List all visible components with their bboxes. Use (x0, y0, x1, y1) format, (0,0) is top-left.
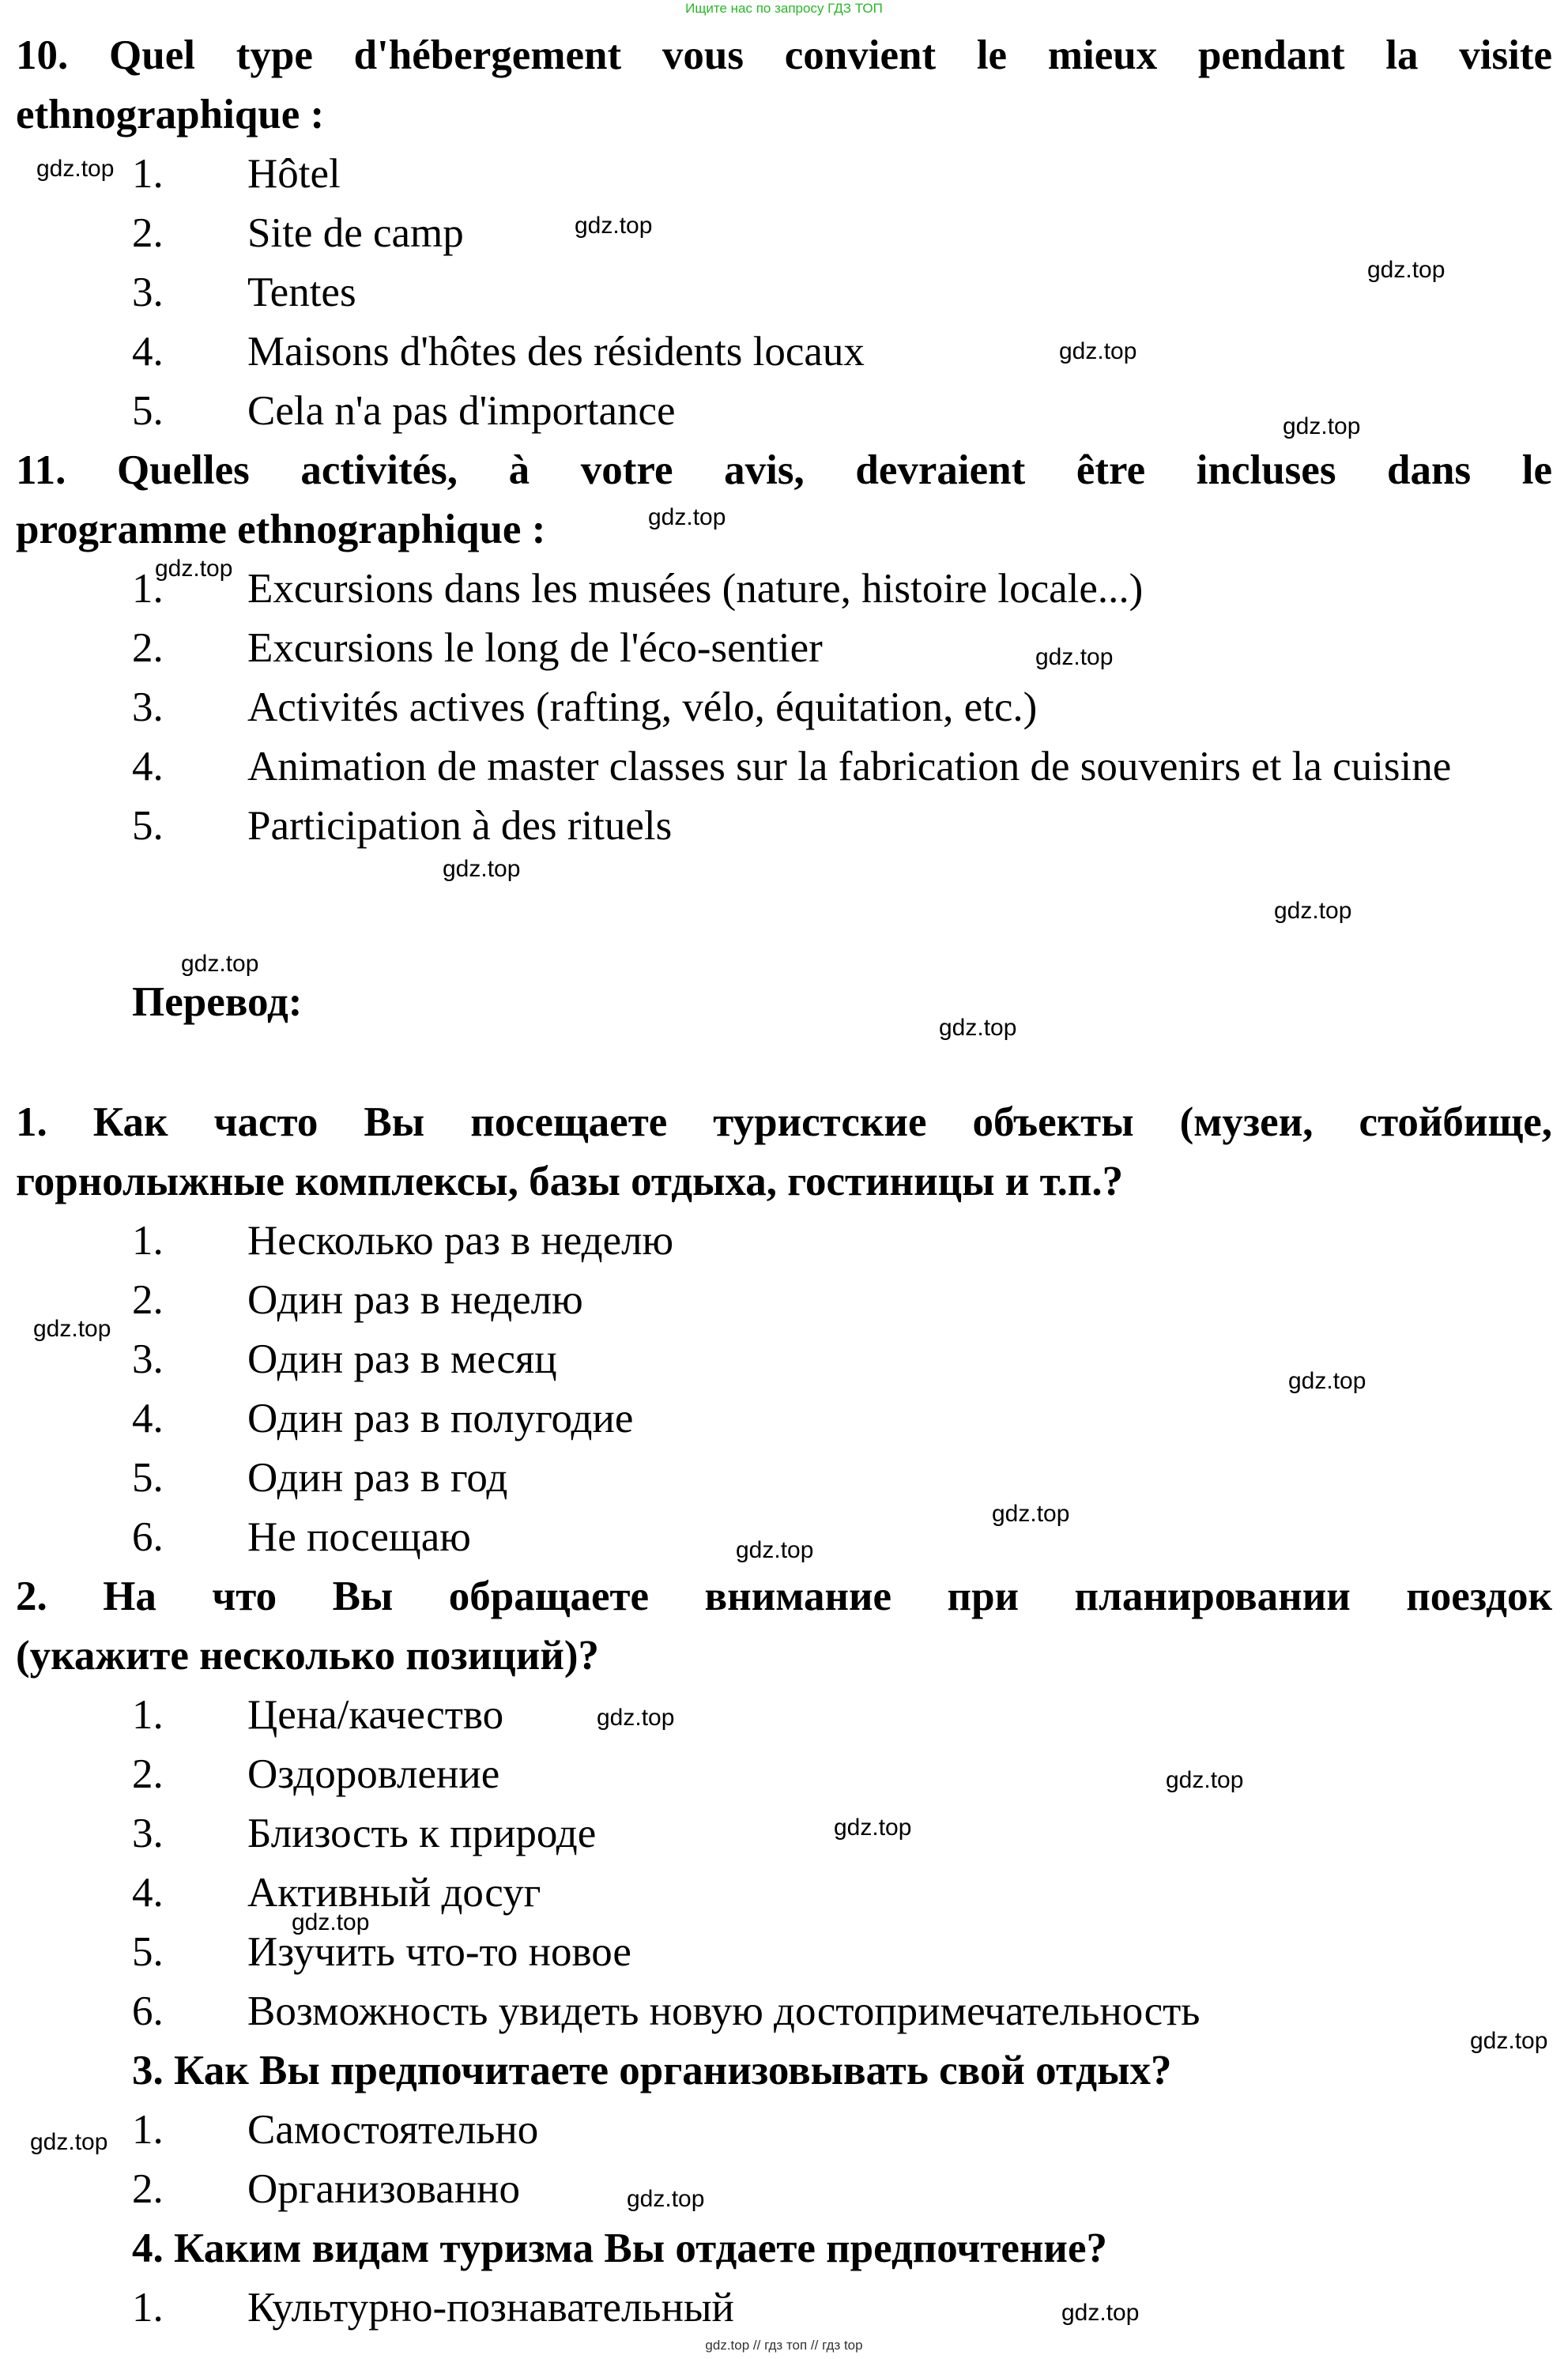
watermark: gdz.top (33, 1316, 111, 1342)
watermark: gdz.top (36, 156, 115, 182)
r4-title: 4. Каким видам туризма Вы отдаете предпочтение? (132, 2225, 1107, 2271)
option-text: Изучить что-то новое (247, 1929, 631, 1975)
option-text: Tentes (247, 269, 356, 315)
r1-option-2 (132, 1279, 583, 1321)
option-text: Цена/качество (247, 1692, 504, 1738)
option-text: Excursions le long de l'éco-sentier (247, 625, 823, 671)
option-number: 6. (132, 1514, 164, 1560)
option-text: Близость к природе (247, 1811, 597, 1856)
option-text: Site de camp (247, 210, 464, 256)
watermark: gdz.top (648, 504, 726, 530)
option-text: Cela n'a pas d'importance (247, 388, 676, 434)
option-number: 4. (132, 1870, 164, 1916)
option-number: 2. (132, 1277, 164, 1323)
option-number: 1. (132, 2107, 164, 2153)
option-text: Один раз в год (247, 1455, 508, 1501)
option-number: 2. (132, 210, 164, 256)
option-number: 4. (132, 329, 164, 375)
r3-title: 3. Как Вы предпочитаете организовывать свой отдых? (132, 2048, 1172, 2093)
watermark: gdz.top (992, 1501, 1070, 1527)
option-number: 5. (132, 1929, 164, 1975)
r2-option-4 (132, 1872, 541, 1914)
q10-option-4 (132, 331, 865, 373)
option-number: 6. (132, 1988, 164, 2034)
option-text: Не посещаю (247, 1514, 471, 1560)
option-number: 1. (132, 2285, 164, 2331)
q10-option-1 (132, 153, 341, 195)
watermark: gdz.top (1061, 2300, 1140, 2326)
watermark: gdz.top (181, 951, 259, 977)
option-number: 2. (132, 2166, 164, 2212)
watermark: gdz.top (443, 856, 521, 882)
q10-option-3 (132, 269, 356, 315)
option-number: 1. (132, 151, 164, 197)
q11-title-line2: programme ethnographique : (16, 507, 546, 552)
option-number: 3. (132, 1336, 164, 1382)
option-text: Activités actives (rafting, vélo, équitation, etc.) (247, 684, 1038, 730)
r2-option-2 (132, 1751, 500, 1797)
watermark: gdz.top (30, 2129, 108, 2155)
r4-option-1 (132, 2287, 734, 2329)
option-text: Оздоровление (247, 1751, 500, 1797)
r3-option-1 (132, 2109, 538, 2151)
option-text: Несколько раз в неделю (247, 1218, 674, 1264)
option-text: Hôtel (247, 151, 341, 197)
watermark: gdz.top (155, 556, 233, 582)
option-number: 2. (132, 1751, 164, 1797)
q11-option-2 (132, 627, 823, 669)
watermark: gdz.top (627, 2186, 705, 2212)
q10-option-2 (132, 210, 464, 256)
option-number: 5. (132, 803, 164, 849)
option-text: Participation à des rituels (247, 803, 673, 849)
watermark: gdz.top (1059, 338, 1137, 364)
r1-option-5 (132, 1457, 507, 1499)
option-number: 3. (132, 1811, 164, 1856)
bottom-footer-note: gdz.top // гдз топ // гдз top (705, 2338, 863, 2353)
translation-heading: Перевод: (132, 979, 303, 1025)
watermark: gdz.top (575, 213, 653, 239)
option-number: 4. (132, 1396, 164, 1441)
watermark: gdz.top (1367, 257, 1446, 283)
r1-option-1 (132, 1220, 673, 1262)
q11-option-5 (132, 805, 672, 847)
option-text: Самостоятельно (247, 2107, 539, 2153)
q11-option-3 (132, 684, 1038, 730)
option-number: 1. (132, 566, 164, 612)
option-text: Animation de master classes sur la fabrication de souvenirs et la cuisine (247, 744, 1452, 789)
option-text: Один раз в неделю (247, 1277, 583, 1323)
option-number: 3. (132, 684, 164, 730)
option-text: Maisons d'hôtes des résidents locaux (247, 329, 865, 375)
option-number: 1. (132, 1218, 164, 1264)
q11-option-4 (132, 746, 1451, 788)
r1-option-6 (132, 1514, 471, 1560)
q11-option-1 (132, 568, 1143, 610)
watermark: gdz.top (1288, 1368, 1366, 1394)
watermark: gdz.top (939, 1015, 1017, 1041)
watermark: gdz.top (834, 1814, 912, 1841)
option-text: Один раз в месяц (247, 1336, 557, 1382)
q10-title-line2: ethnographique : (16, 92, 325, 138)
r1-option-3 (132, 1336, 557, 1382)
option-number: 2. (132, 625, 164, 671)
r1-title-line2: горнолыжные комплексы, базы отдыха, гостиницы и т.п.? (16, 1159, 1124, 1204)
r2-option-3 (132, 1813, 596, 1855)
watermark: gdz.top (736, 1537, 814, 1563)
option-number: 5. (132, 388, 164, 434)
watermark: gdz.top (1035, 644, 1114, 670)
q10-title-line1: 10. Quel type d'hébergement vous convient le mieux pendant la visite (16, 32, 1552, 78)
option-number: 1. (132, 1692, 164, 1738)
option-number: 5. (132, 1455, 164, 1501)
watermark: gdz.top (1274, 898, 1352, 924)
r1-title-line1: 1. Как часто Вы посещаете туристские объекты (музеи, стойбище, (16, 1099, 1552, 1145)
option-number: 3. (132, 269, 164, 315)
watermark: gdz.top (597, 1705, 675, 1731)
option-text: Возможность увидеть новую достопримечательность (247, 1988, 1200, 2034)
r2-option-1 (132, 1694, 503, 1736)
r2-title-line2: (укажите несколько позиций)? (16, 1633, 600, 1679)
top-search-hint: Ищите нас по запросу ГДЗ ТОП (685, 1, 883, 16)
option-text: Организованно (247, 2166, 520, 2212)
option-text: Активный досуг (247, 1870, 541, 1916)
option-text: Один раз в полугодие (247, 1396, 634, 1441)
q11-title-line1: 11. Quelles activités, à votre avis, devraient être incluses dans le (16, 447, 1552, 493)
option-text: Культурно-познавательный (247, 2285, 734, 2331)
option-text: Excursions dans les musées (nature, histoire locale...) (247, 566, 1144, 612)
watermark: gdz.top (1470, 2028, 1548, 2054)
r2-title-line1: 2. На что Вы обращаете внимание при планировании поездок (16, 1573, 1552, 1619)
watermark: gdz.top (1166, 1767, 1244, 1793)
r2-option-5 (132, 1931, 631, 1973)
option-number: 4. (132, 744, 164, 789)
watermark: gdz.top (292, 1909, 370, 1935)
r2-option-6 (132, 1988, 1200, 2034)
watermark: gdz.top (1283, 413, 1361, 439)
r1-option-4 (132, 1398, 633, 1440)
q10-option-5 (132, 390, 676, 432)
r3-option-2 (132, 2166, 520, 2212)
